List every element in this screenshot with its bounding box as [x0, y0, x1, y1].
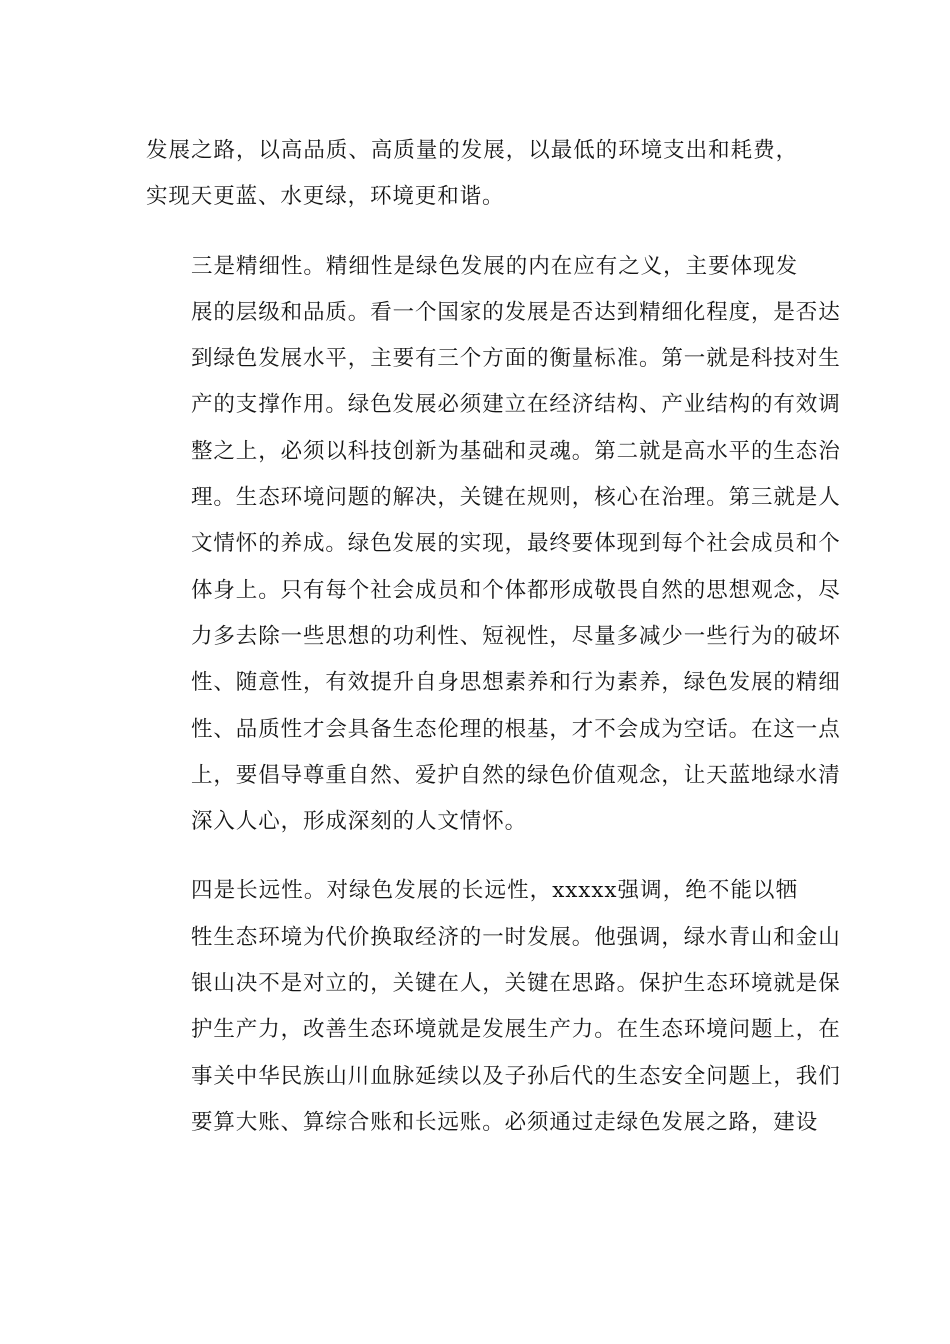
text-line: 发展之路，以高品质、高质量的发展，以最低的环境支出和耗费，	[146, 138, 798, 163]
text-line: 展的层级和品质。看一个国家的发展是否达到精细化程度，是否达	[191, 299, 841, 325]
text-line: 整之上，必须以科技创新为基础和灵魂。第二就是高水平的生态治	[191, 438, 841, 464]
text-line: 理。生态环境问题的解决，关键在规则，核心在治理。第三就是人	[191, 485, 841, 511]
paragraph-3	[146, 868, 841, 1146]
paragraph-2	[146, 244, 841, 846]
text-line: 事关中华民族山川血脉延续以及子孙后代的生态安全问题上，我们	[191, 1063, 841, 1089]
text-line: 力多去除一些思想的功利性、短视性，尽量多减少一些行为的破坏	[191, 623, 841, 649]
text-line: 银山决不是对立的，关键在人，关键在思路。保护生态环境就是保	[191, 971, 841, 997]
text-line: 要算大账、算综合账和长远账。必须通过走绿色发展之路，建设	[191, 1109, 819, 1135]
text-line: 产的支撑作用。绿色发展必须建立在经济结构、产业结构的有效调	[191, 392, 841, 418]
text-line: 到绿色发展水平，主要有三个方面的衡量标准。第一就是科技对生	[191, 346, 841, 372]
text-line: 护生产力，改善生态环境就是发展生产力。在生态环境问题上，在	[191, 1017, 841, 1043]
text-line: 三是精细性。精细性是绿色发展的内在应有之义，主要体现发	[191, 253, 798, 279]
text-line: 性、品质性才会具备生态伦理的根基，才不会成为空话。在这一点	[191, 716, 841, 742]
document-body	[146, 128, 841, 1146]
text-line: 上，要倡导尊重自然、爱护自然的绿色价值观念，让天蓝地绿水清	[191, 762, 841, 788]
text-line: 实现天更蓝、水更绿，环境更和谐。	[146, 184, 505, 210]
text-line: 牲生态环境为代价换取经济的一时发展。他强调，绿水青山和金山	[191, 924, 841, 950]
text-line: 性、随意性，有效提升自身思想素养和行为素养，绿色发展的精细	[191, 670, 841, 696]
text-line: 深入人心，形成深刻的人文情怀。	[191, 809, 528, 835]
text-line: 四是长远性。对绿色发展的长远性，xxxxx强调，绝不能以牺	[191, 878, 798, 904]
text-line: 文情怀的养成。绿色发展的实现，最终要体现到每个社会成员和个	[191, 531, 841, 557]
text-line: 体身上。只有每个社会成员和个体都形成敬畏自然的思想观念，尽	[191, 577, 841, 603]
paragraph-1	[146, 128, 798, 221]
